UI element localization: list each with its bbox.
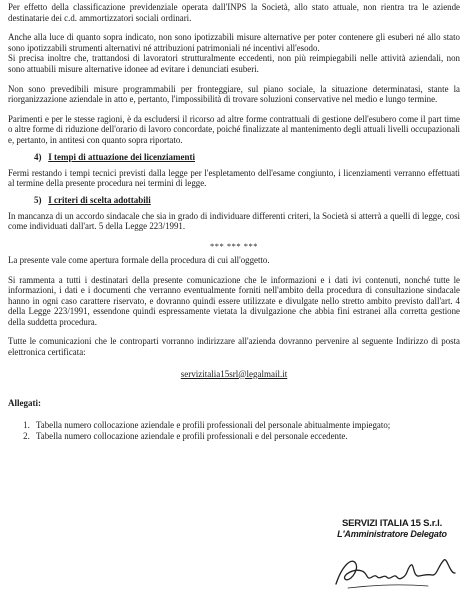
section-separator: *** *** *** [210,240,258,251]
paragraph-lavoratori-eccedenti: Si precisa inoltre che, trattandosi di lavoratori strutturalmente eccedenti, non più reimpiegabili nelle attività aziendali, non sono attuabili misure alternative idonee ad evitare i denunciati esuberi. [8,53,460,74]
paragraph-forme-contrattuali: Parimenti e per le stesse ragioni, è da escludersi il ricorso ad altre forme contrattuali di gestione dell'esubero come il part time o altre forme di riduzione dell'orario di lavoro concordate, poiché finalizzate al mantenimento degli attuali livelli occupazionali e, pertanto, in antitesi con quanto sopra riportato. [8,113,460,145]
closing-riservatezza: Si rammenta a tutti i destinatari della presente comunicazione che le informazioni e i dati ivi contenuti, nonché tutte le informazioni, i dati e i documenti che verranno eventualmente forniti nell'ambito della procedura di consultazione sindacale hanno in ogni caso carattere riservato, e dovranno quindi essere utilizzate e divulgate nello stretto ambito previsto dall'art. 4 della Legge 223/1991, essendone quindi espressamente vietata la divulgazione che abbia fini estranei alla corretta gestione della suddetta procedura. [8,274,460,327]
section-4-title: I tempi di attuazione dei licenziamenti [48,151,195,162]
allegati-heading: Allegati: [8,397,41,408]
paragraph-misure-programmabili: Non sono prevedibili misure programmabili per fronteggiare, sul piano sociale, la situazione determinatasi, stante la riorganizzazione aziendale in atto e, pertanto, l'impossibilità di trovare soluzioni conservative nel medio e lungo termine. [8,83,460,105]
signature-block [318,518,466,540]
pec-email-link[interactable]: servizitalia15srl@legalmail.it [180,368,288,379]
section-5-number: 5) [34,194,42,205]
allegato-item: 1. Tabella numero collocazione aziendale e profili professionali del personale abitualmente impiegato; [32,420,460,431]
paragraph-inps: Per effetto della classificazione previdenziale operata dall'INPS la Società, allo stato attuale, non rientra tra le aziende destinatarie dei c.d. ammortizzatori sociali ordinari. [8,2,460,23]
section-5-text: In mancanza di un accordo sindacale che sia in grado di individuare differenti criteri, la Società si atterrà a quelli di legge, così come individuati dall'art. 5 della Legge 223/1991. [8,210,460,232]
allegato-item: 2. Tabella numero collocazione aziendale e profili professionali e del personale eccedente. [32,431,460,442]
section-4-heading [34,152,460,163]
closing-comunicazioni: Tutte le comunicazioni che le controparti vorranno indirizzare all'azienda dovranno pervenire al seguente Indirizzo di posta elettronica certificata: [8,336,460,358]
signer-role: L'Amministratore Delegato [337,529,447,539]
paragraph-misure-alternative: Anche alla luce di quanto sopra indicato, non sono ipotizzabili misure alternative per poter contenere gli esuberi né allo stato sono ipotizzabili strumenti alternativi né attribuzioni patrimoniali né incentivi all'esodo. [8,32,460,53]
section-4-number: 4) [34,151,42,162]
section-5-title: I criteri di scelta adottabili [48,194,151,205]
section-4-text: Fermi restando i tempi tecnici previsti dalla legge per l'espletamento dell'esame congiunto, i licenziamenti verranno effettuati al termine della presente procedura nei termini di legge. [8,167,460,189]
section-5-heading [34,195,460,206]
allegati-list [8,420,460,442]
handwritten-signature [318,544,466,592]
company-name: SERVIZI ITALIA 15 S.r.l. [341,518,443,529]
closing-apertura: La presente vale come apertura formale della procedura di cui all'oggetto. [8,254,270,265]
